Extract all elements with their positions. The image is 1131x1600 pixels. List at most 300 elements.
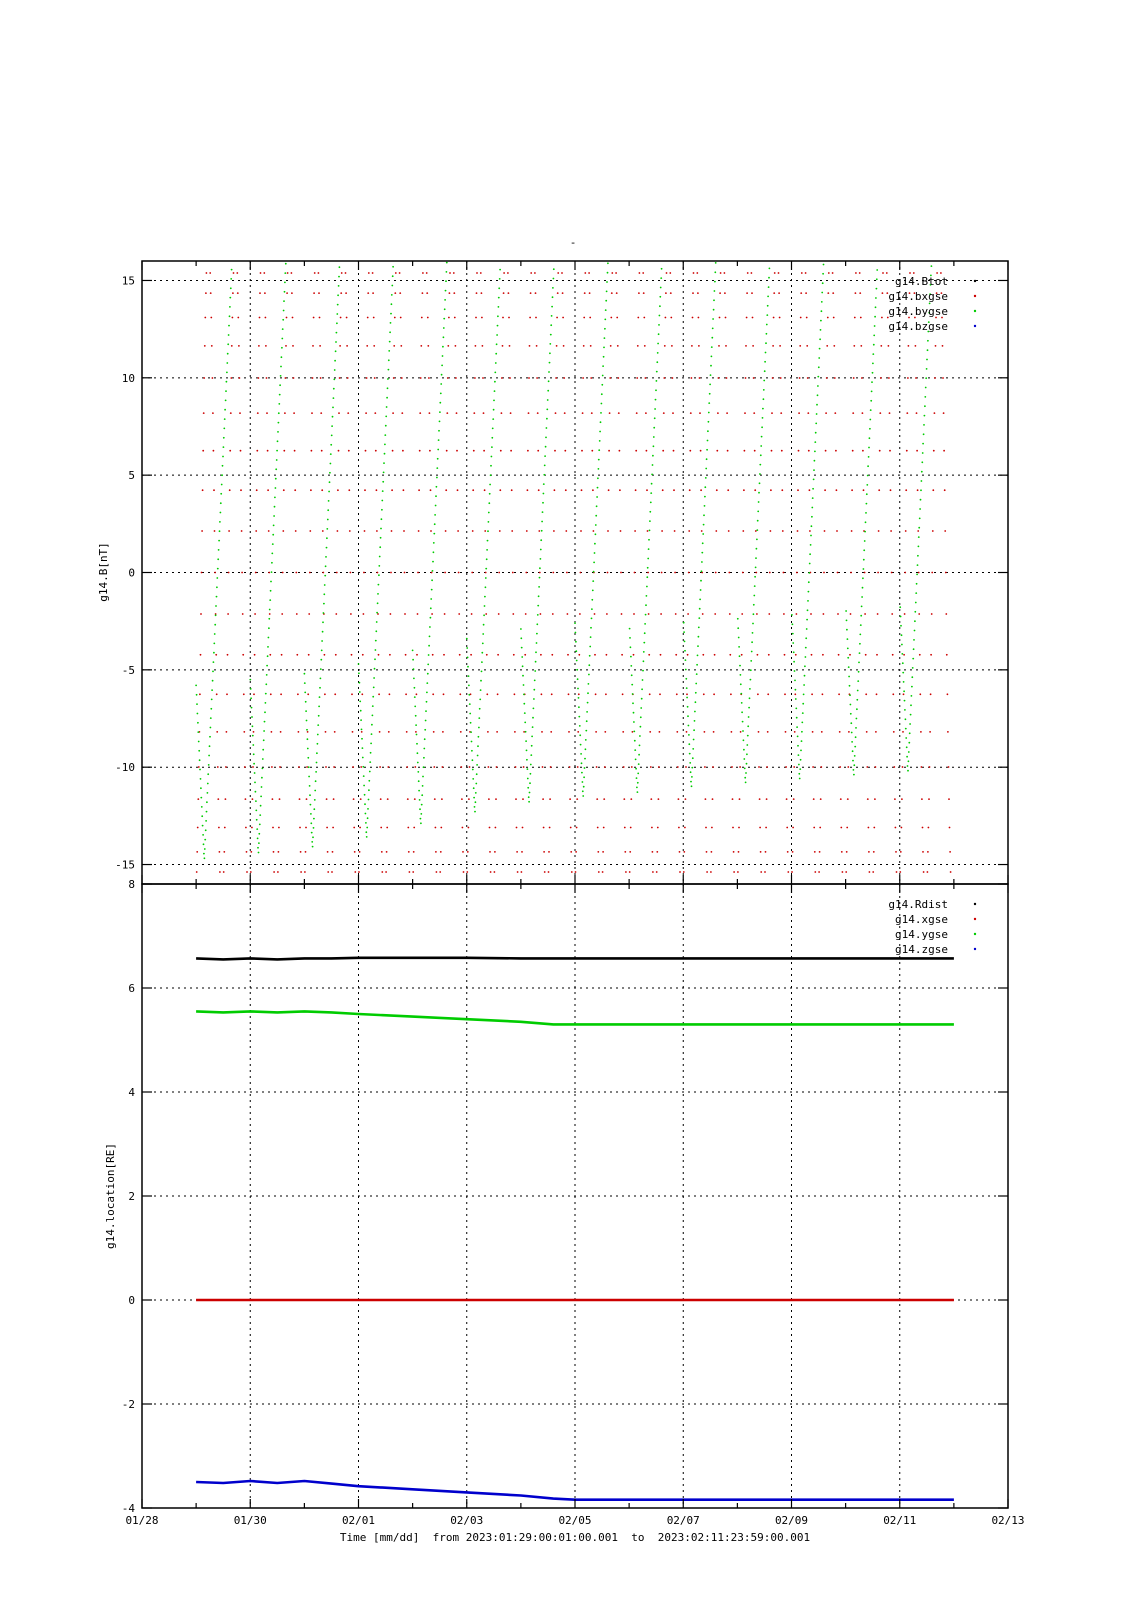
data-point-bxgse <box>616 317 618 319</box>
data-point-bxgse <box>813 827 815 829</box>
data-point-bxgse <box>255 572 257 574</box>
data-point-bxgse <box>556 317 558 319</box>
data-point-bygse <box>654 408 656 410</box>
data-point-bygse <box>380 537 382 539</box>
data-point-bygse <box>333 397 335 399</box>
data-point-bygse <box>321 650 323 652</box>
data-point-bygse <box>474 806 476 808</box>
data-point-bygse <box>372 715 374 717</box>
data-point-bygse <box>924 396 926 398</box>
data-point-bxgse <box>620 530 622 532</box>
data-point-bxgse <box>350 572 352 574</box>
data-point-bxgse <box>704 766 706 768</box>
data-point-bygse <box>437 449 439 451</box>
data-point-bygse <box>423 757 425 759</box>
data-point-bxgse <box>413 851 415 853</box>
data-point-bygse <box>204 848 206 850</box>
data-point-bxgse <box>250 851 252 853</box>
data-point-bygse <box>590 636 592 638</box>
data-point-bygse <box>811 525 813 527</box>
data-point-bxgse <box>772 345 774 347</box>
data-point-bxgse <box>676 731 678 733</box>
data-point-bxgse <box>293 377 295 379</box>
data-point-bygse <box>477 755 479 757</box>
data-point-bxgse <box>440 851 442 853</box>
data-point-bxgse <box>712 798 714 800</box>
data-point-bygse <box>359 682 361 684</box>
data-point-bxgse <box>842 871 844 873</box>
data-point-bygse <box>915 592 917 594</box>
data-point-bygse <box>924 415 926 417</box>
data-point-bygse <box>541 530 543 532</box>
data-point-bygse <box>333 379 335 381</box>
data-point-bxgse <box>773 317 775 319</box>
data-point-bxgse <box>298 766 300 768</box>
data-point-bxgse <box>373 317 375 319</box>
data-point-bygse <box>326 528 328 530</box>
data-point-bygse <box>323 603 325 605</box>
data-point-bygse <box>590 627 592 629</box>
data-point-bygse <box>926 359 928 361</box>
data-point-bygse <box>204 839 206 841</box>
data-point-bygse <box>761 436 763 438</box>
data-point-bxgse <box>389 654 391 656</box>
data-point-bygse <box>491 456 493 458</box>
data-point-bxgse <box>745 377 747 379</box>
data-point-bygse <box>483 614 485 616</box>
data-point-bygse <box>821 301 823 303</box>
data-point-bygse <box>908 760 910 762</box>
data-point-bxgse <box>778 272 780 274</box>
data-point-bygse <box>592 590 594 592</box>
data-point-bxgse <box>238 345 240 347</box>
data-point-bygse <box>583 786 585 788</box>
data-point-bxgse <box>484 489 486 491</box>
data-point-bxgse <box>795 654 797 656</box>
data-point-bxgse <box>286 317 288 319</box>
data-point-bxgse <box>687 654 689 656</box>
data-point-bxgse <box>638 292 640 294</box>
data-point-bygse <box>917 564 919 566</box>
x-tick-label: 02/11 <box>883 1514 917 1527</box>
data-point-bxgse <box>711 827 713 829</box>
data-point-bygse <box>424 729 426 731</box>
data-point-bxgse <box>878 530 880 532</box>
data-point-bxgse <box>313 292 315 294</box>
data-point-bxgse <box>774 272 776 274</box>
data-point-bygse <box>693 729 695 731</box>
data-point-bygse <box>708 412 710 414</box>
data-point-bxgse <box>300 871 302 873</box>
data-point-bygse <box>532 717 534 719</box>
data-point-bygse <box>376 621 378 623</box>
data-point-bygse <box>323 593 325 595</box>
data-point-bxgse <box>888 377 890 379</box>
data-point-bxgse <box>714 613 716 615</box>
data-point-bygse <box>753 613 755 615</box>
data-point-bxgse <box>429 412 431 414</box>
data-point-bygse <box>384 444 386 446</box>
data-point-bygse <box>472 778 474 780</box>
data-point-bygse <box>223 437 225 439</box>
data-point-bxgse <box>931 572 933 574</box>
data-point-bygse <box>688 734 690 736</box>
data-point-bxgse <box>362 654 364 656</box>
data-point-bygse <box>259 824 261 826</box>
data-point-bxgse <box>847 798 849 800</box>
data-point-bygse <box>795 708 797 710</box>
data-point-bxgse <box>476 272 478 274</box>
data-point-bygse <box>602 365 604 367</box>
data-point-bygse <box>546 418 548 420</box>
data-point-bygse <box>360 710 362 712</box>
data-point-bygse <box>202 834 204 836</box>
data-point-bygse <box>436 477 438 479</box>
data-point-bygse <box>228 325 230 327</box>
data-point-bxgse <box>523 766 525 768</box>
data-point-bygse <box>197 713 199 715</box>
data-point-bygse <box>580 744 582 746</box>
data-point-bxgse <box>521 851 523 853</box>
data-point-bygse <box>691 785 693 787</box>
data-point-bxgse <box>758 766 760 768</box>
data-point-bygse <box>710 365 712 367</box>
data-point-bxgse <box>671 345 673 347</box>
data-point-bygse <box>527 768 529 770</box>
data-point-bxgse <box>433 731 435 733</box>
data-point-bxgse <box>797 489 799 491</box>
data-point-bxgse <box>892 693 894 695</box>
data-point-bygse <box>332 416 334 418</box>
data-point-bygse <box>374 668 376 670</box>
data-point-bygse <box>213 652 215 654</box>
data-point-bxgse <box>916 412 918 414</box>
data-point-bxgse <box>522 827 524 829</box>
data-point-bygse <box>795 698 797 700</box>
data-point-bygse <box>660 277 662 279</box>
data-point-bygse <box>377 602 379 604</box>
data-point-bxgse <box>406 766 408 768</box>
legend-marker <box>974 280 976 282</box>
data-point-bygse <box>284 282 286 284</box>
data-point-bygse <box>223 428 225 430</box>
data-point-bxgse <box>258 377 260 379</box>
data-point-bygse <box>434 514 436 516</box>
data-point-bxgse <box>332 827 334 829</box>
data-point-bxgse <box>279 798 281 800</box>
data-point-bxgse <box>419 450 421 452</box>
data-point-bxgse <box>853 377 855 379</box>
data-point-bygse <box>472 769 474 771</box>
data-point-bygse <box>693 739 695 741</box>
data-point-bygse <box>536 633 538 635</box>
data-point-bxgse <box>429 450 431 452</box>
data-point-bxgse <box>948 766 950 768</box>
data-point-bygse <box>578 697 580 699</box>
data-point-bygse <box>468 694 470 696</box>
data-point-bygse <box>857 690 859 692</box>
data-point-bygse <box>313 808 315 810</box>
data-point-bxgse <box>649 693 651 695</box>
data-point-bygse <box>604 328 606 330</box>
data-point-bygse <box>747 725 749 727</box>
data-point-bygse <box>372 705 374 707</box>
data-point-bxgse <box>319 317 321 319</box>
data-point-bxgse <box>285 345 287 347</box>
data-point-bygse <box>919 508 921 510</box>
data-point-bxgse <box>498 613 500 615</box>
data-point-bxgse <box>473 450 475 452</box>
data-point-bxgse <box>378 693 380 695</box>
data-point-bxgse <box>509 345 511 347</box>
data-point-bygse <box>197 731 199 733</box>
data-point-bxgse <box>211 345 213 347</box>
data-point-bygse <box>313 827 315 829</box>
data-point-bygse <box>746 744 748 746</box>
data-point-bygse <box>595 524 597 526</box>
data-point-bxgse <box>352 731 354 733</box>
data-point-bxgse <box>561 272 563 274</box>
data-point-bxgse <box>882 272 884 274</box>
data-point-bygse <box>750 669 752 671</box>
data-point-bygse <box>859 643 861 645</box>
data-point-bxgse <box>687 613 689 615</box>
data-point-bygse <box>630 646 632 648</box>
data-point-bygse <box>414 696 416 698</box>
data-point-bygse <box>218 540 220 542</box>
data-point-bxgse <box>603 827 605 829</box>
data-point-bygse <box>310 822 312 824</box>
data-point-bxgse <box>553 530 555 532</box>
data-point-bygse <box>793 651 795 653</box>
data-point-bxgse <box>557 292 559 294</box>
data-point-bxgse <box>434 798 436 800</box>
data-point-bygse <box>525 731 527 733</box>
data-point-bygse <box>529 792 531 794</box>
data-point-bxgse <box>214 530 216 532</box>
data-point-bxgse <box>476 292 478 294</box>
data-point-bygse <box>531 745 533 747</box>
data-point-bxgse <box>888 345 890 347</box>
data-point-bxgse <box>513 654 515 656</box>
data-point-bygse <box>316 752 318 754</box>
data-point-bxgse <box>747 272 749 274</box>
data-point-bxgse <box>366 377 368 379</box>
data-point-bygse <box>255 810 257 812</box>
data-point-bygse <box>367 808 369 810</box>
data-point-bxgse <box>268 572 270 574</box>
data-point-bygse <box>659 296 661 298</box>
data-point-bygse <box>600 412 602 414</box>
data-point-bxgse <box>814 851 816 853</box>
data-point-bxgse <box>703 693 705 695</box>
data-point-bygse <box>384 453 386 455</box>
data-point-bxgse <box>921 798 923 800</box>
data-point-bygse <box>684 650 686 652</box>
data-point-bygse <box>907 770 909 772</box>
data-point-bxgse <box>348 450 350 452</box>
data-point-bygse <box>737 627 739 629</box>
data-point-bygse <box>520 637 522 639</box>
data-point-bxgse <box>432 654 434 656</box>
data-point-bxgse <box>915 345 917 347</box>
top-data <box>195 262 951 873</box>
data-point-bxgse <box>199 693 201 695</box>
data-point-bygse <box>636 787 638 789</box>
data-point-bxgse <box>488 766 490 768</box>
data-point-bxgse <box>590 377 592 379</box>
data-point-bygse <box>312 836 314 838</box>
data-point-bxgse <box>867 798 869 800</box>
data-point-bxgse <box>580 572 582 574</box>
data-point-bxgse <box>835 450 837 452</box>
data-point-bxgse <box>390 613 392 615</box>
data-point-bxgse <box>685 766 687 768</box>
data-point-bygse <box>747 735 749 737</box>
data-point-bxgse <box>486 693 488 695</box>
data-point-bygse <box>644 632 646 634</box>
data-point-bygse <box>604 337 606 339</box>
data-point-bygse <box>198 750 200 752</box>
data-point-bxgse <box>576 798 578 800</box>
data-point-bxgse <box>896 871 898 873</box>
data-point-bxgse <box>782 530 784 532</box>
data-point-bxgse <box>607 530 609 532</box>
data-point-bygse <box>324 584 326 586</box>
data-point-bxgse <box>582 412 584 414</box>
data-point-bxgse <box>822 654 824 656</box>
data-point-bygse <box>687 706 689 708</box>
data-point-bygse <box>659 305 661 307</box>
data-point-bxgse <box>625 871 627 873</box>
data-point-bxgse <box>879 450 881 452</box>
data-point-bxgse <box>630 798 632 800</box>
data-point-bygse <box>593 571 595 573</box>
data-point-bxgse <box>287 272 289 274</box>
data-point-bxgse <box>427 317 429 319</box>
data-point-bxgse <box>480 272 482 274</box>
data-point-bygse <box>254 772 256 774</box>
data-point-bygse <box>631 684 633 686</box>
data-point-bygse <box>819 348 821 350</box>
data-point-bygse <box>866 484 868 486</box>
data-point-bxgse <box>201 572 203 574</box>
data-point-bxgse <box>300 851 302 853</box>
data-point-bxgse <box>230 412 232 414</box>
data-point-bxgse <box>542 766 544 768</box>
data-point-bxgse <box>495 827 497 829</box>
data-point-bxgse <box>454 317 456 319</box>
data-point-bygse <box>921 480 923 482</box>
data-point-bygse <box>317 724 319 726</box>
data-point-bxgse <box>932 489 934 491</box>
data-point-bxgse <box>944 489 946 491</box>
data-point-bxgse <box>673 450 675 452</box>
data-point-bxgse <box>728 572 730 574</box>
data-point-bygse <box>585 739 587 741</box>
data-point-bygse <box>911 676 913 678</box>
data-point-bxgse <box>456 412 458 414</box>
legend-label: g14.bygse <box>888 305 948 318</box>
data-point-bygse <box>742 721 744 723</box>
data-point-bygse <box>431 579 433 581</box>
data-point-bxgse <box>346 345 348 347</box>
data-point-bygse <box>378 584 380 586</box>
data-point-bygse <box>201 815 203 817</box>
data-point-bygse <box>653 436 655 438</box>
data-point-bxgse <box>771 450 773 452</box>
data-point-bygse <box>252 744 254 746</box>
data-point-bygse <box>765 352 767 354</box>
data-point-bygse <box>430 617 432 619</box>
data-point-bxgse <box>270 693 272 695</box>
data-point-bxgse <box>933 450 935 452</box>
data-point-bxgse <box>781 450 783 452</box>
data-point-bygse <box>642 679 644 681</box>
data-point-bygse <box>222 456 224 458</box>
data-point-bxgse <box>670 317 672 319</box>
data-point-bygse <box>640 716 642 718</box>
x-tick-label: 02/09 <box>774 1514 809 1527</box>
data-point-bygse <box>319 696 321 698</box>
data-point-bygse <box>808 591 810 593</box>
data-point-bygse <box>753 595 755 597</box>
data-point-bxgse <box>386 851 388 853</box>
data-point-bxgse <box>470 654 472 656</box>
data-point-bygse <box>544 455 546 457</box>
data-point-bxgse <box>766 798 768 800</box>
data-point-bxgse <box>210 292 212 294</box>
data-point-bygse <box>361 738 363 740</box>
data-point-bygse <box>216 596 218 598</box>
data-point-bxgse <box>361 693 363 695</box>
data-point-bxgse <box>481 292 483 294</box>
data-point-bygse <box>382 481 384 483</box>
data-point-bxgse <box>609 412 611 414</box>
data-point-bxgse <box>851 530 853 532</box>
data-point-bygse <box>711 346 713 348</box>
data-point-bygse <box>605 300 607 302</box>
data-point-bygse <box>225 400 227 402</box>
data-point-bxgse <box>724 272 726 274</box>
data-point-bygse <box>595 515 597 517</box>
data-point-bxgse <box>719 292 721 294</box>
data-point-bygse <box>754 576 756 578</box>
data-point-bygse <box>273 515 275 517</box>
data-point-bxgse <box>902 766 904 768</box>
y-tick-label: -5 <box>121 663 135 677</box>
data-point-bxgse <box>458 572 460 574</box>
data-point-bxgse <box>949 827 951 829</box>
data-point-bxgse <box>554 489 556 491</box>
x-tick-label: 02/05 <box>558 1514 592 1527</box>
data-point-bxgse <box>515 766 517 768</box>
data-point-bxgse <box>891 613 893 615</box>
data-point-bygse <box>358 672 360 674</box>
data-point-bygse <box>540 549 542 551</box>
data-point-bxgse <box>839 731 841 733</box>
data-point-bygse <box>921 461 923 463</box>
data-point-bygse <box>281 347 283 349</box>
data-point-bxgse <box>634 530 636 532</box>
data-point-bygse <box>391 285 393 287</box>
data-point-bxgse <box>866 731 868 733</box>
data-point-bygse <box>265 683 267 685</box>
data-point-bygse <box>533 689 535 691</box>
data-point-bygse <box>388 359 390 361</box>
data-point-bygse <box>640 707 642 709</box>
data-point-bxgse <box>529 317 531 319</box>
